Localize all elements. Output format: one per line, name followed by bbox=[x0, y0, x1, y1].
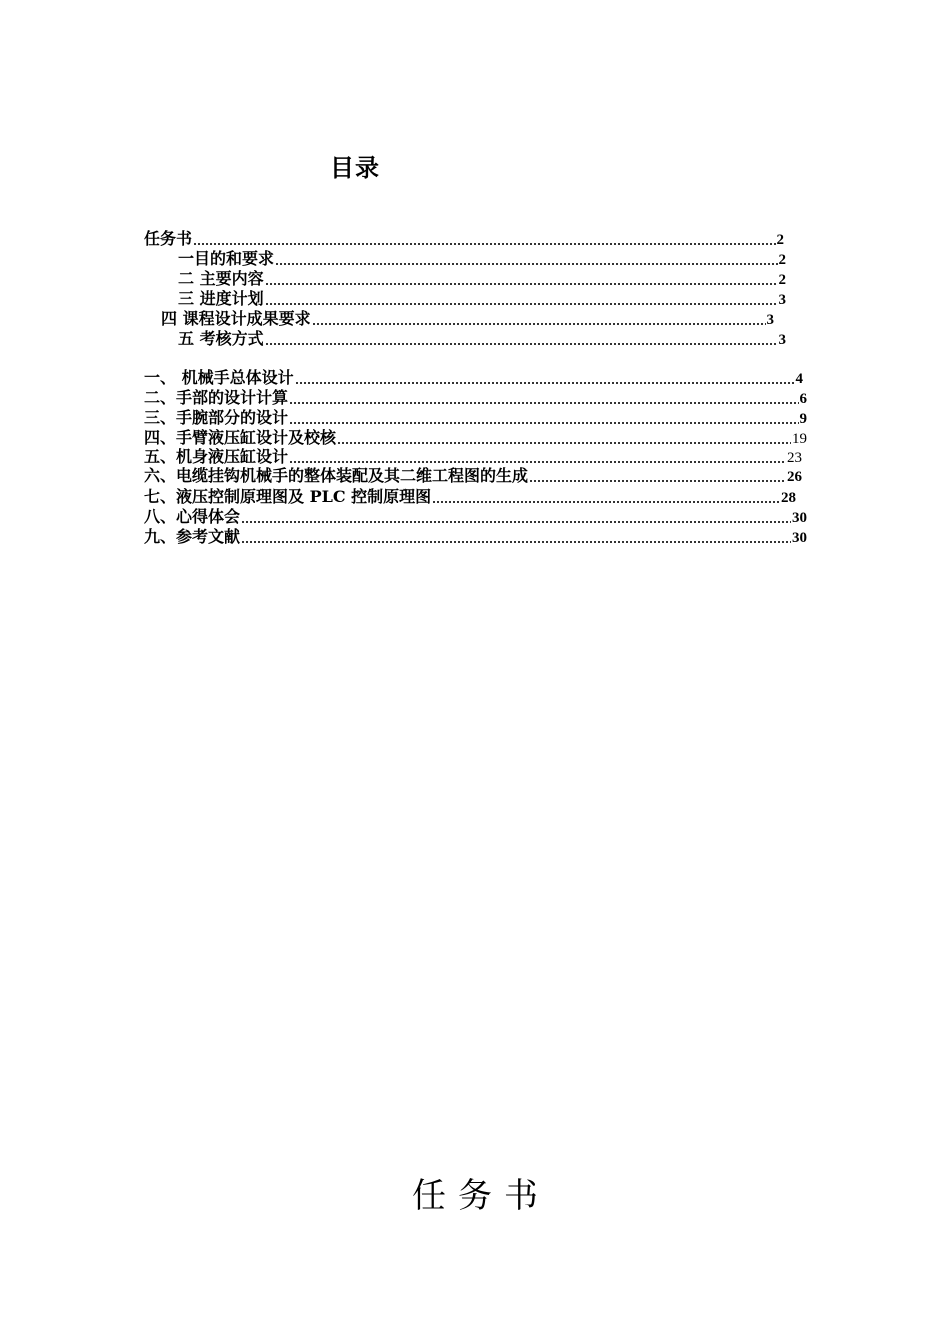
toc-entry-page: 19 bbox=[792, 431, 807, 447]
toc-entry[interactable] bbox=[178, 329, 786, 349]
toc-entry-page: 23 bbox=[787, 450, 802, 466]
toc-entry-page: 3 bbox=[766, 312, 774, 328]
toc-entry-label: 五 考核方式 bbox=[178, 329, 264, 348]
toc-leader-dots bbox=[275, 251, 777, 267]
toc-leader-dots bbox=[295, 370, 795, 386]
toc-entry-page: 6 bbox=[799, 391, 807, 407]
toc-entry-page: 2 bbox=[776, 232, 784, 248]
toc-leader-dots bbox=[241, 529, 791, 545]
toc-leader-dots bbox=[265, 271, 778, 287]
toc-leader-dots bbox=[289, 390, 798, 406]
toc-entry-label: 三 进度计划 bbox=[178, 289, 264, 308]
section-title: 任务书 bbox=[412, 1176, 550, 1216]
toc-entry[interactable] bbox=[144, 466, 802, 486]
toc-leader-dots bbox=[193, 231, 775, 247]
toc-entry[interactable] bbox=[144, 507, 807, 527]
toc-entry-page: 2 bbox=[778, 272, 786, 288]
toc-entry-label: 二 主要内容 bbox=[178, 269, 264, 288]
toc-leader-dots bbox=[265, 331, 778, 347]
toc-leader-dots bbox=[312, 311, 766, 327]
toc-entry-label: 三、手腕部分的设计 bbox=[144, 408, 289, 427]
toc-entry[interactable] bbox=[161, 309, 774, 329]
toc-leader-dots bbox=[241, 509, 791, 525]
toc-entry-label: 六、电缆挂钩机械手的整体装配及其二维工程图的生成 bbox=[144, 466, 529, 485]
toc-entry-label: 九、参考文献 bbox=[144, 527, 241, 546]
toc-entry[interactable] bbox=[144, 487, 796, 507]
toc-entry[interactable] bbox=[144, 368, 803, 388]
toc-leader-dots bbox=[289, 449, 786, 465]
toc-entry-label: 任务书 bbox=[144, 229, 193, 248]
toc-entry[interactable] bbox=[144, 527, 807, 547]
toc-entry-label: 二、手部的设计计算 bbox=[144, 388, 289, 407]
toc-entry-label: 五、机身液压缸设计 bbox=[144, 447, 289, 466]
toc-entry[interactable] bbox=[144, 428, 807, 448]
toc-leader-dots bbox=[337, 430, 791, 446]
toc-entry[interactable] bbox=[144, 408, 807, 428]
toc-leader-dots bbox=[289, 410, 798, 426]
toc-entry-label: 四、手臂液压缸设计及校核 bbox=[144, 428, 337, 447]
toc-leader-dots bbox=[432, 489, 780, 505]
toc-leader-dots bbox=[529, 468, 786, 484]
toc-entry[interactable] bbox=[178, 249, 786, 269]
toc-leader-dots bbox=[265, 291, 778, 307]
toc-entry-label: 一目的和要求 bbox=[178, 249, 275, 268]
toc-entry-page: 30 bbox=[792, 510, 807, 526]
toc-entry[interactable] bbox=[178, 269, 786, 289]
toc-entry-label: 八、心得体会 bbox=[144, 507, 241, 526]
toc-entry-label: 四 课程设计成果要求 bbox=[161, 309, 311, 328]
toc-entry-page: 9 bbox=[799, 411, 807, 427]
toc-title: 目录 bbox=[330, 154, 380, 182]
toc-entry[interactable] bbox=[178, 289, 786, 309]
toc-entry-label: 七、液压控制原理图及 PLC 控制原理图 bbox=[144, 487, 432, 506]
toc-entry-page: 26 bbox=[787, 469, 802, 485]
toc-entry-page: 30 bbox=[792, 530, 807, 546]
toc-entry[interactable] bbox=[144, 388, 807, 408]
toc-entry[interactable] bbox=[144, 229, 784, 249]
toc-entry-page: 2 bbox=[778, 252, 786, 268]
toc-entry-page: 4 bbox=[795, 371, 803, 387]
toc-entry-page: 28 bbox=[781, 490, 796, 506]
toc-entry[interactable] bbox=[144, 447, 802, 467]
toc-entry-label: 一、 机械手总体设计 bbox=[144, 368, 294, 387]
toc-entry-page: 3 bbox=[778, 292, 786, 308]
toc-entry-page: 3 bbox=[778, 332, 786, 348]
